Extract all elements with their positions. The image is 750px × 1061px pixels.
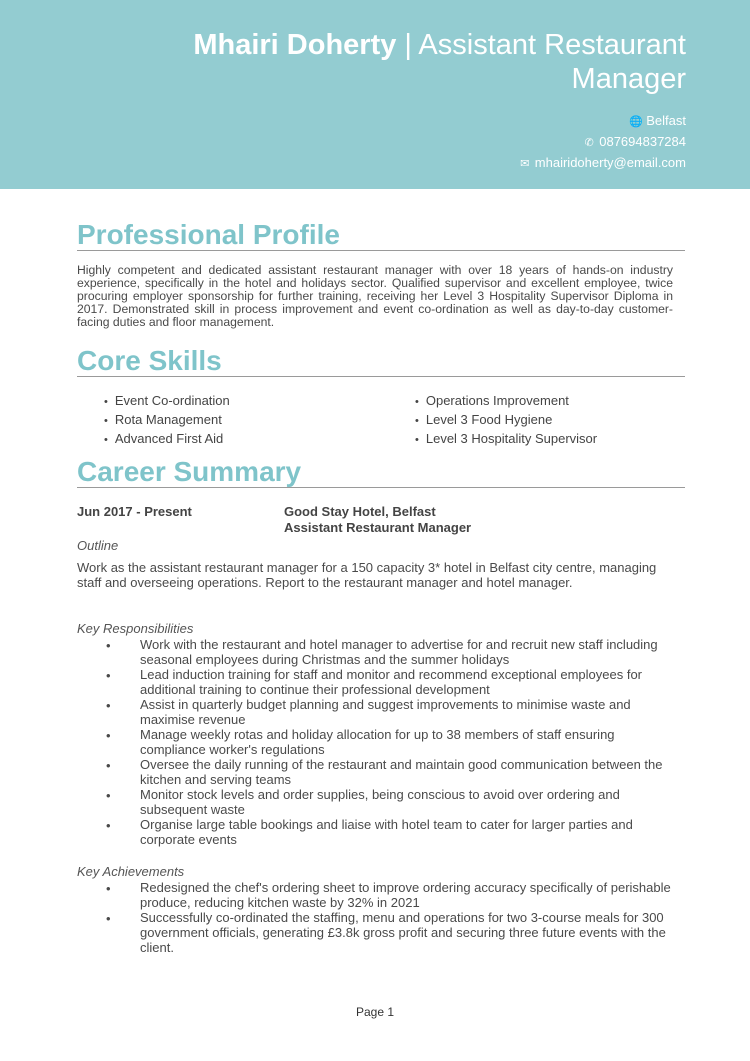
career-heading: Career Summary	[77, 457, 685, 488]
job-dates: Jun 2017 - Present	[77, 504, 192, 519]
title-separator: |	[396, 29, 419, 61]
achievements-label: Key Achievements	[77, 864, 185, 879]
list-item: • Assist in quarterly budget planning and suggest improvements to minimise waste and maximise revenue	[106, 697, 678, 727]
list-item: • Manage weekly rotas and holiday allocation for up to 38 members of staff ensuring compliance worker's regulations	[106, 727, 678, 757]
list-item: • Redesigned the chef's ordering sheet to improve ordering accuracy specifically of perishable produce, reducing kitchen waste by 32% in 2021	[106, 880, 678, 910]
email-text: mhairidoherty@email.com	[534, 155, 686, 170]
list-item: • Monitor stock levels and order supplies, being conscious to avoid over ordering and subsequent waste	[106, 787, 678, 817]
profile-text: Highly competent and dedicated assistant restaurant manager with over 18 years of hands-on industry experience, specifically in the hotel and holidays sector. Qualified supervisor and excellent employee, twice procuring employer sponsorship for further training, receiving her Level 3 Hospitality Supervisor Diploma in 2017. Demonstrated skill in process improvement and event co-ordination as well as day-to-day customer-facing duties and floor management.	[77, 263, 673, 329]
skills-column-left	[104, 392, 230, 449]
outline-label: Outline	[77, 538, 119, 553]
phone-text: 087694837284	[599, 134, 686, 149]
contact-email	[518, 153, 686, 174]
phone-icon: ✆	[584, 137, 594, 149]
job-employer	[284, 504, 471, 536]
page-title	[86, 28, 686, 96]
skill-item: • Operations Improvement	[415, 392, 597, 411]
achievements-list	[106, 880, 678, 955]
skills-heading: Core Skills	[77, 346, 685, 377]
header-banner	[0, 0, 750, 189]
contact-phone	[518, 132, 686, 153]
list-item: • Oversee the daily running of the restaurant and maintain good communication between the kitchen and serving teams	[106, 757, 678, 787]
skill-item: • Level 3 Food Hygiene	[415, 411, 597, 430]
globe-icon: 🌐	[629, 116, 644, 128]
skill-item: • Rota Management	[104, 411, 230, 430]
job-role: Assistant Restaurant Manager	[284, 520, 472, 535]
contact-location	[518, 111, 686, 132]
list-item: • Successfully co-ordinated the staffing, menu and operations for two 3-course meals for 300 government officials, generating £3.8k gross profit and securing three future events with the client.	[106, 910, 678, 955]
list-item: • Work with the restaurant and hotel manager to advertise for and recruit new staff including seasonal employees during Christmas and the summer holidays	[106, 637, 678, 667]
location-text: Belfast	[646, 113, 686, 128]
responsibilities-label: Key Responsibilities	[77, 621, 194, 636]
envelope-icon: ✉	[520, 158, 530, 170]
list-item: • Lead induction training for staff and monitor and recommend exceptional employees for additional training to continue their professional development	[106, 667, 678, 697]
outline-text: Work as the assistant restaurant manager for a 150 capacity 3* hotel in Belfast city centre, managing staff and overseeing operations. Report to the restaurant manager and hotel manager.	[77, 560, 657, 590]
skill-item: • Advanced First Aid	[104, 430, 230, 449]
responsibilities-list	[106, 637, 678, 847]
page-number: Page 1	[355, 1005, 395, 1019]
list-item: • Organise large table bookings and liaise with hotel team to cater for larger parties and corporate events	[106, 817, 678, 847]
job-title: Assistant Restaurant Manager	[418, 29, 686, 95]
skills-column-right	[415, 392, 597, 449]
skill-item: • Event Co-ordination	[104, 392, 230, 411]
skill-item: • Level 3 Hospitality Supervisor	[415, 430, 597, 449]
contact-info	[518, 111, 686, 174]
profile-heading: Professional Profile	[77, 220, 685, 251]
company-name: Good Stay Hotel, Belfast	[284, 504, 436, 519]
candidate-name: Mhairi Doherty	[193, 29, 397, 61]
